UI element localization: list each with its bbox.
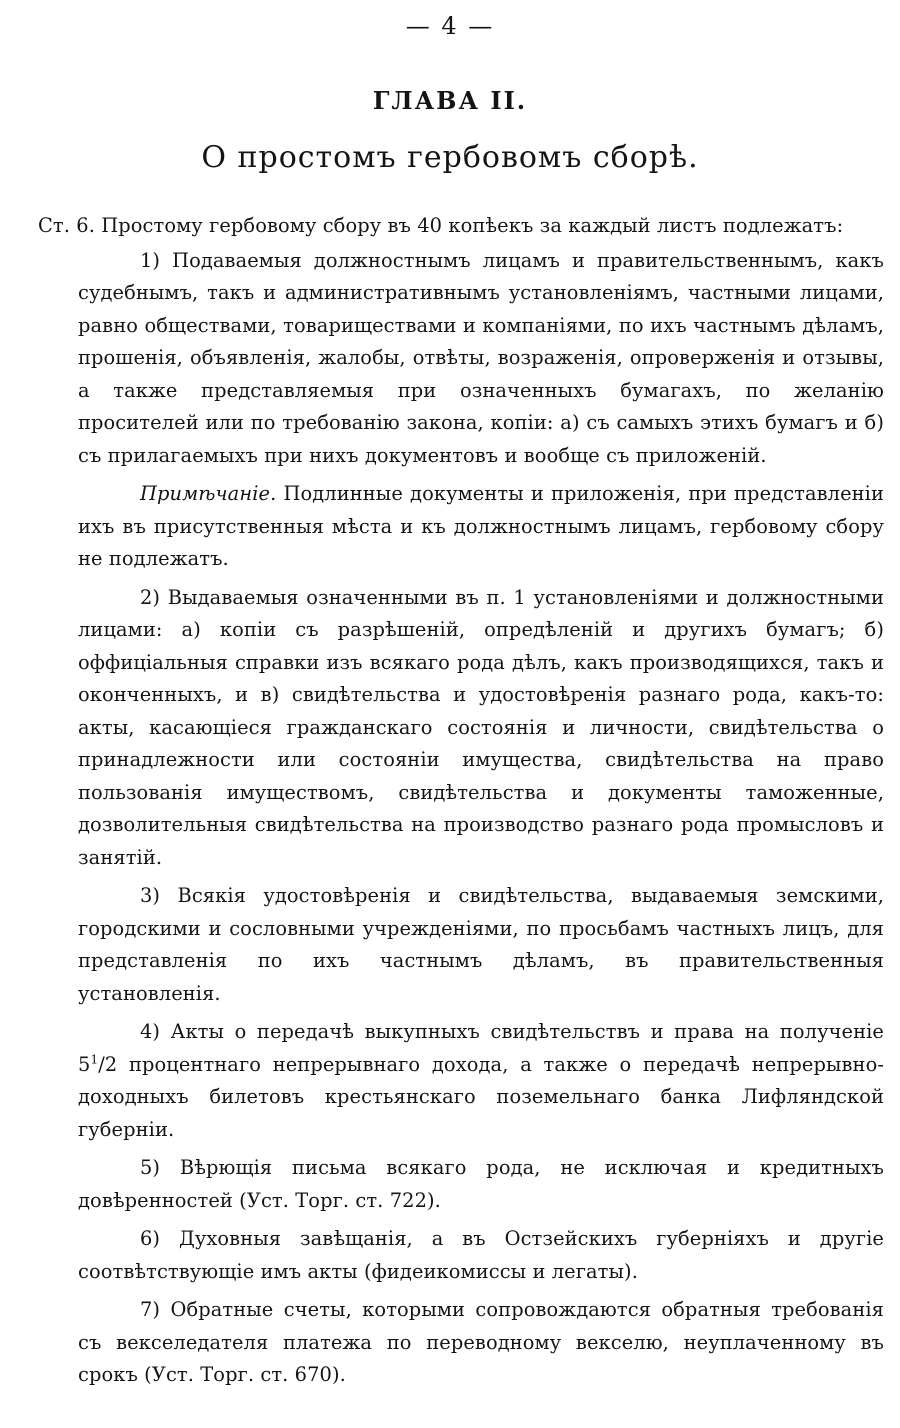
article-item-2: 2) Выдаваемыя означенными въ п. 1 установленіями и должностными лицами: а) копіи съ разрѣшеній, опредѣленій и другихъ бумагъ; б) оффиціальныя справки изъ всякаго рода дѣлъ, какъ производящихся, такъ и оконченныхъ, и в) свидѣтельства и удостовѣренія разнаго рода, какъ-то: акты, касающіеся гражданскаго состоянія и личности, свидѣтельства о принадлежности или состояніи имущества, свидѣтельства на право пользованія имуществомъ, свидѣтельства и документы таможенные, дозволительныя свидѣтельства на производство разнаго рода промысловъ и занятій. — [78, 585, 884, 869]
chapter-title: О простомъ гербовомъ сборѣ. — [201, 140, 699, 175]
article-note — [38, 478, 884, 576]
item-4-fraction-numerator: 1 — [90, 1052, 99, 1067]
article-item-6: 6) Духовныя завѣщанія, а въ Остзейскихъ губерніяхъ и другіе соотвѣтствующіе имъ акты (фидеикомиссы и легаты). — [78, 1227, 884, 1283]
article-item-5: 5) Вѣрющія письма всякаго рода, не исключая и кредитныхъ довѣренностей (Уст. Торг. ст. 722). — [78, 1156, 884, 1212]
item-4-text-before: 4) Акты о передачѣ выкупныхъ свидѣтельствъ и права на полученіе 5 — [78, 1020, 884, 1076]
page-number: — 4 — — [405, 12, 495, 40]
note-text: Подлинные документы и приложенія, при представленіи ихъ въ присутственныя мѣста и къ должностнымъ лицамъ, гербовому сбору не подлежатъ. — [78, 482, 884, 570]
article-item-4 — [38, 1016, 884, 1146]
item-4-text-after: /2 процентнаго непрерывнаго дохода, а также о передачѣ непрерывно-доходныхъ билетовъ крестьянскаго поземельнаго банка Лифляндской губерніи. — [78, 1052, 884, 1141]
note-label: Примѣчаніе. — [140, 482, 277, 505]
chapter-heading: ГЛАВА II. — [372, 86, 528, 115]
article-item-3: 3) Всякія удостовѣренія и свидѣтельства, выдаваемыя земскими, городскими и сословными учрежденіями, по просьбамъ частныхъ лицъ, для представленія по ихъ частнымъ дѣламъ, въ правительственныя установленія. — [78, 884, 884, 1005]
article-item-7: 7) Обратные счеты, которыми сопровождаются обратныя требованія съ векселедателя платежа по переводному векселю, неуплаченному въ срокъ (Уст. Торг. ст. 670). — [78, 1298, 884, 1386]
article-body — [38, 210, 884, 1392]
article-item-1: 1) Подаваемыя должностнымъ лицамъ и правительственнымъ, какъ судебнымъ, такъ и административнымъ установленіямъ, частными лицами, равно обществами, товариществами и компаніями, по ихъ частнымъ дѣламъ, прошенія, объявленія, жалобы, отвѣты, возраженія, опроверженія и отзывы, а также представляемыя при означенныхъ бумагахъ, по желанію просителей или по требованію закона, копіи: а) съ самыхъ этихъ бумагъ и б) съ прилагаемыхъ при нихъ документовъ и вообще съ приложеній. — [78, 248, 884, 467]
article-intro: Ст. 6. Простому гербовому сбору въ 40 копѣекъ за каждый листъ подлежатъ: — [38, 214, 844, 237]
